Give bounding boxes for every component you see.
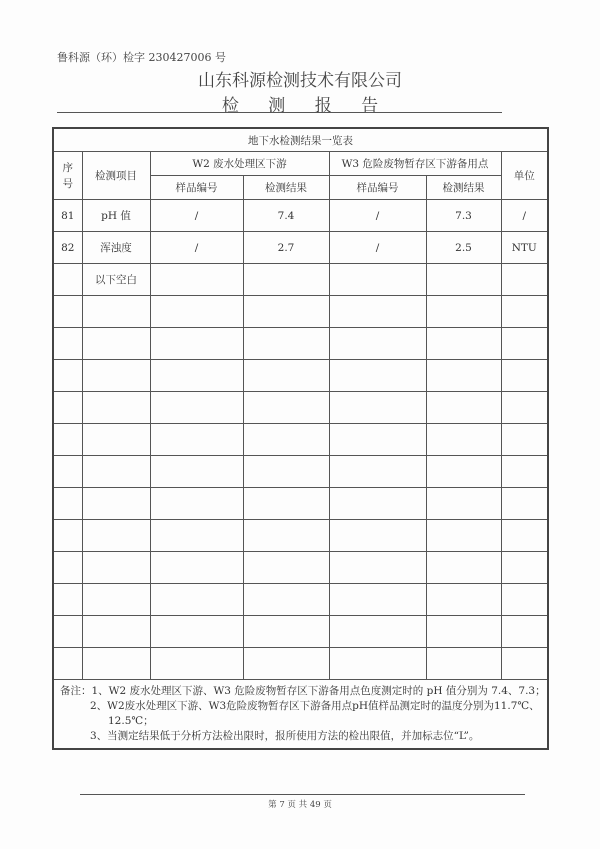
cell-w3-result: [426, 520, 501, 552]
cell-w2-sample: [150, 328, 243, 360]
empty-row: [53, 584, 548, 616]
cell-item: [82, 456, 150, 488]
empty-row: [53, 552, 548, 584]
header-w3-sample: 样品编号: [329, 176, 426, 200]
table-row: [53, 200, 548, 232]
cell-w2-result: [243, 264, 329, 296]
cell-item: [82, 616, 150, 648]
cell-seq: [53, 648, 82, 680]
empty-row: [53, 456, 548, 488]
cell-w2-sample: [150, 488, 243, 520]
cell-w3-sample: [329, 648, 426, 680]
cell-unit: [501, 328, 548, 360]
results-table: [52, 127, 549, 750]
empty-row: [53, 424, 548, 456]
cell-unit: [501, 520, 548, 552]
cell-w3-result: [426, 296, 501, 328]
cell-unit: [501, 424, 548, 456]
cell-unit: [501, 552, 548, 584]
cell-w3-sample: /: [329, 200, 426, 232]
cell-unit: [501, 264, 548, 296]
document-number: 鲁科源（环）检字 230427006 号: [57, 51, 226, 64]
cell-w2-result: [243, 616, 329, 648]
cell-w3-sample: [329, 328, 426, 360]
cell-w3-sample: [329, 584, 426, 616]
cell-unit: [501, 616, 548, 648]
cell-w3-result: [426, 328, 501, 360]
cell-item: [82, 552, 150, 584]
cell-item: 以下空白: [82, 264, 150, 296]
cell-item: [82, 296, 150, 328]
cell-w3-sample: [329, 264, 426, 296]
note-2: 2、W2废水处理区下游、W3危险废物暂存区下游备用点pH值样品测定时的温度分别为11.7℃、: [90, 700, 540, 712]
cell-w3-result: [426, 360, 501, 392]
cell-w2-sample: [150, 552, 243, 584]
cell-w2-sample: /: [150, 232, 243, 264]
cell-w2-result: [243, 456, 329, 488]
cell-w3-result: 2.5: [426, 232, 501, 264]
cell-w3-sample: [329, 520, 426, 552]
cell-seq: [53, 616, 82, 648]
cell-w3-sample: [329, 456, 426, 488]
header-w2-result: 检测结果: [243, 176, 329, 200]
cell-w2-result: [243, 328, 329, 360]
page-number: 第 7 页 共 49 页: [268, 800, 332, 810]
cell-item: 浑浊度: [82, 232, 150, 264]
cell-unit: [501, 584, 548, 616]
cell-item: [82, 360, 150, 392]
cell-seq: [53, 488, 82, 520]
cell-w2-result: [243, 648, 329, 680]
table-row: [53, 264, 548, 296]
header-w3-result: 检测结果: [426, 176, 501, 200]
cell-seq: 81: [53, 200, 82, 232]
cell-w2-sample: [150, 520, 243, 552]
cell-unit: [501, 360, 548, 392]
cell-w3-result: [426, 488, 501, 520]
cell-unit: [501, 296, 548, 328]
note-3: 3、当测定结果低于分析方法检出限时，报所使用方法的检出限值，并加标志位“L”。: [90, 730, 480, 742]
cell-w2-result: [243, 520, 329, 552]
cell-item: [82, 424, 150, 456]
header-divider: [57, 112, 502, 113]
cell-w3-result: [426, 392, 501, 424]
empty-row: [53, 360, 548, 392]
cell-w3-sample: [329, 296, 426, 328]
cell-w3-result: [426, 648, 501, 680]
cell-w3-sample: [329, 360, 426, 392]
note-1: 1、W2 废水处理区下游、W3 危险废物暂存区下游备用点色度测定时的 pH 值分别为 7.4、7.3；: [91, 685, 546, 697]
empty-row: [53, 392, 548, 424]
cell-w2-sample: [150, 264, 243, 296]
cell-w2-result: [243, 424, 329, 456]
empty-row: [53, 520, 548, 552]
cell-unit: NTU: [501, 232, 548, 264]
table-row: [53, 232, 548, 264]
cell-seq: [53, 584, 82, 616]
cell-item: [82, 488, 150, 520]
header-site-w3: W3 危险废物暂存区下游备用点: [329, 152, 501, 176]
cell-w3-sample: [329, 616, 426, 648]
report-title: 检 测 报 告: [221, 96, 391, 116]
cell-item: [82, 392, 150, 424]
table-title: 地下水检测结果一览表: [53, 128, 548, 152]
cell-w3-sample: /: [329, 232, 426, 264]
cell-w3-result: [426, 424, 501, 456]
header-seq: 序号: [53, 152, 82, 200]
header-unit: 单位: [501, 152, 548, 200]
cell-w2-result: [243, 552, 329, 584]
cell-w2-sample: [150, 296, 243, 328]
cell-w2-result: 7.4: [243, 200, 329, 232]
empty-row: [53, 328, 548, 360]
header-item: 检测项目: [82, 152, 150, 200]
cell-w2-sample: [150, 424, 243, 456]
cell-w2-sample: [150, 360, 243, 392]
cell-unit: [501, 648, 548, 680]
cell-w3-result: [426, 552, 501, 584]
cell-item: [82, 584, 150, 616]
empty-row: [53, 616, 548, 648]
cell-item: pH 值: [82, 200, 150, 232]
cell-seq: [53, 296, 82, 328]
cell-w2-result: 2.7: [243, 232, 329, 264]
cell-w3-result: 7.3: [426, 200, 501, 232]
cell-item: [82, 328, 150, 360]
notes-label: 备注：: [60, 685, 92, 697]
notes: [53, 680, 548, 750]
cell-unit: [501, 456, 548, 488]
cell-w3-result: [426, 456, 501, 488]
cell-w2-result: [243, 360, 329, 392]
cell-w2-sample: /: [150, 200, 243, 232]
cell-w3-result: [426, 616, 501, 648]
cell-w3-sample: [329, 552, 426, 584]
cell-seq: [53, 264, 82, 296]
cell-w3-sample: [329, 424, 426, 456]
note-2-cont: 12.5℃；: [108, 715, 154, 727]
cell-w2-sample: [150, 648, 243, 680]
cell-seq: [53, 392, 82, 424]
cell-w3-result: [426, 584, 501, 616]
cell-w3-sample: [329, 392, 426, 424]
cell-seq: [53, 456, 82, 488]
cell-seq: 82: [53, 232, 82, 264]
cell-w2-sample: [150, 584, 243, 616]
cell-w2-result: [243, 584, 329, 616]
cell-w3-sample: [329, 488, 426, 520]
empty-row: [53, 488, 548, 520]
cell-w2-result: [243, 296, 329, 328]
cell-w3-result: [426, 264, 501, 296]
cell-seq: [53, 424, 82, 456]
header-w2-sample: 样品编号: [150, 176, 243, 200]
cell-seq: [53, 552, 82, 584]
empty-row: [53, 648, 548, 680]
cell-seq: [53, 520, 82, 552]
cell-unit: /: [501, 200, 548, 232]
cell-w2-sample: [150, 456, 243, 488]
company-name: 山东科源检测技术有限公司: [198, 71, 402, 91]
empty-row: [53, 296, 548, 328]
cell-seq: [53, 328, 82, 360]
cell-item: [82, 520, 150, 552]
footer-divider: [80, 794, 525, 795]
header-site-w2: W2 废水处理区下游: [150, 152, 329, 176]
cell-unit: [501, 392, 548, 424]
cell-unit: [501, 488, 548, 520]
cell-w2-sample: [150, 392, 243, 424]
cell-w2-result: [243, 488, 329, 520]
cell-w2-result: [243, 392, 329, 424]
cell-seq: [53, 360, 82, 392]
cell-item: [82, 648, 150, 680]
cell-w2-sample: [150, 616, 243, 648]
